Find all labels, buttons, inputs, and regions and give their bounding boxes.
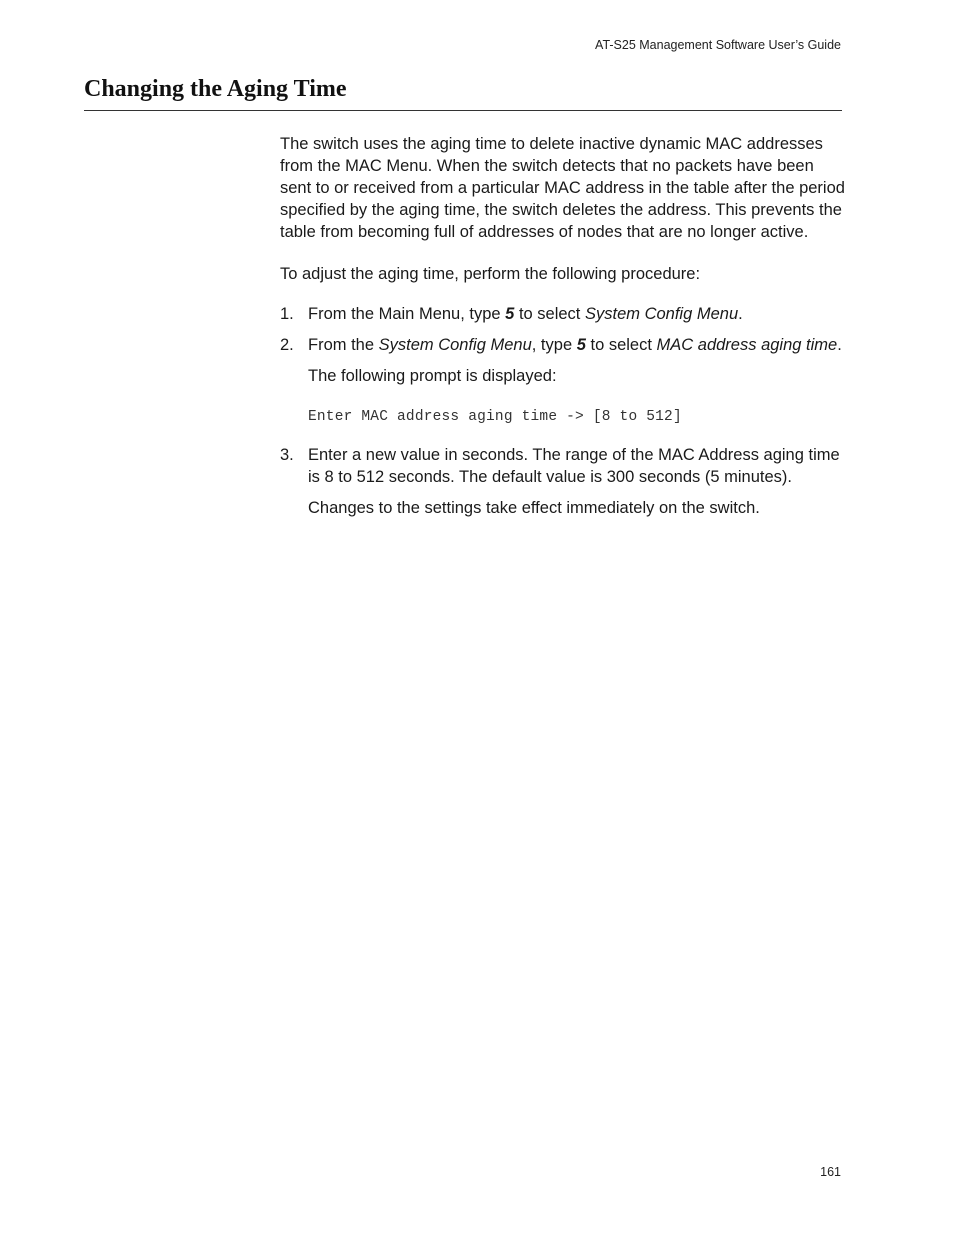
step-3: [280, 444, 845, 488]
menu-name: System Config Menu: [378, 336, 532, 354]
step-text: .: [738, 305, 743, 323]
step-2: [280, 334, 845, 356]
step-2-note: The following prompt is displayed:: [308, 367, 557, 385]
section-title: Changing the Aging Time: [84, 76, 347, 102]
step-text: , type: [531, 336, 577, 354]
step-text: From the Main Menu, type: [308, 305, 506, 323]
running-header: AT-S25 Management Software User’s Guide: [595, 38, 841, 52]
step-text: to select: [514, 305, 585, 323]
page-number: 161: [820, 1165, 841, 1179]
step-number: 2.: [280, 336, 294, 354]
step-text: .: [837, 336, 842, 354]
step-text: Enter a new value in seconds. The range of the MAC Address aging time is 8 to 512 seconds. The default value is 300 seconds (5 minutes).: [308, 446, 840, 486]
intro-paragraph: The switch uses the aging time to delete inactive dynamic MAC addresses from the MAC Menu. When the switch detects that no packets have been sent to or received from a particular MAC address in the table after the period specified by the aging time, the switch deletes the address. This prevents the table from becoming full of addresses of nodes that are no longer active.: [280, 135, 845, 241]
title-rule: [84, 110, 842, 111]
menu-name: System Config Menu: [584, 305, 739, 323]
step-text: From the: [308, 336, 379, 354]
key-label: 5: [505, 305, 515, 323]
step-number: 1.: [280, 305, 294, 323]
step-1: [280, 303, 845, 325]
step-number: 3.: [280, 446, 294, 464]
procedure-lead: To adjust the aging time, perform the following procedure:: [280, 265, 701, 283]
step-text: to select: [585, 336, 657, 354]
key-label: 5: [576, 336, 586, 354]
menu-option: MAC address aging time: [656, 336, 838, 354]
step-3-note: Changes to the settings take effect immediately on the switch.: [308, 499, 760, 517]
body-column: [280, 133, 845, 519]
prompt-code: Enter MAC address aging time -> [8 to 512]: [308, 409, 682, 425]
